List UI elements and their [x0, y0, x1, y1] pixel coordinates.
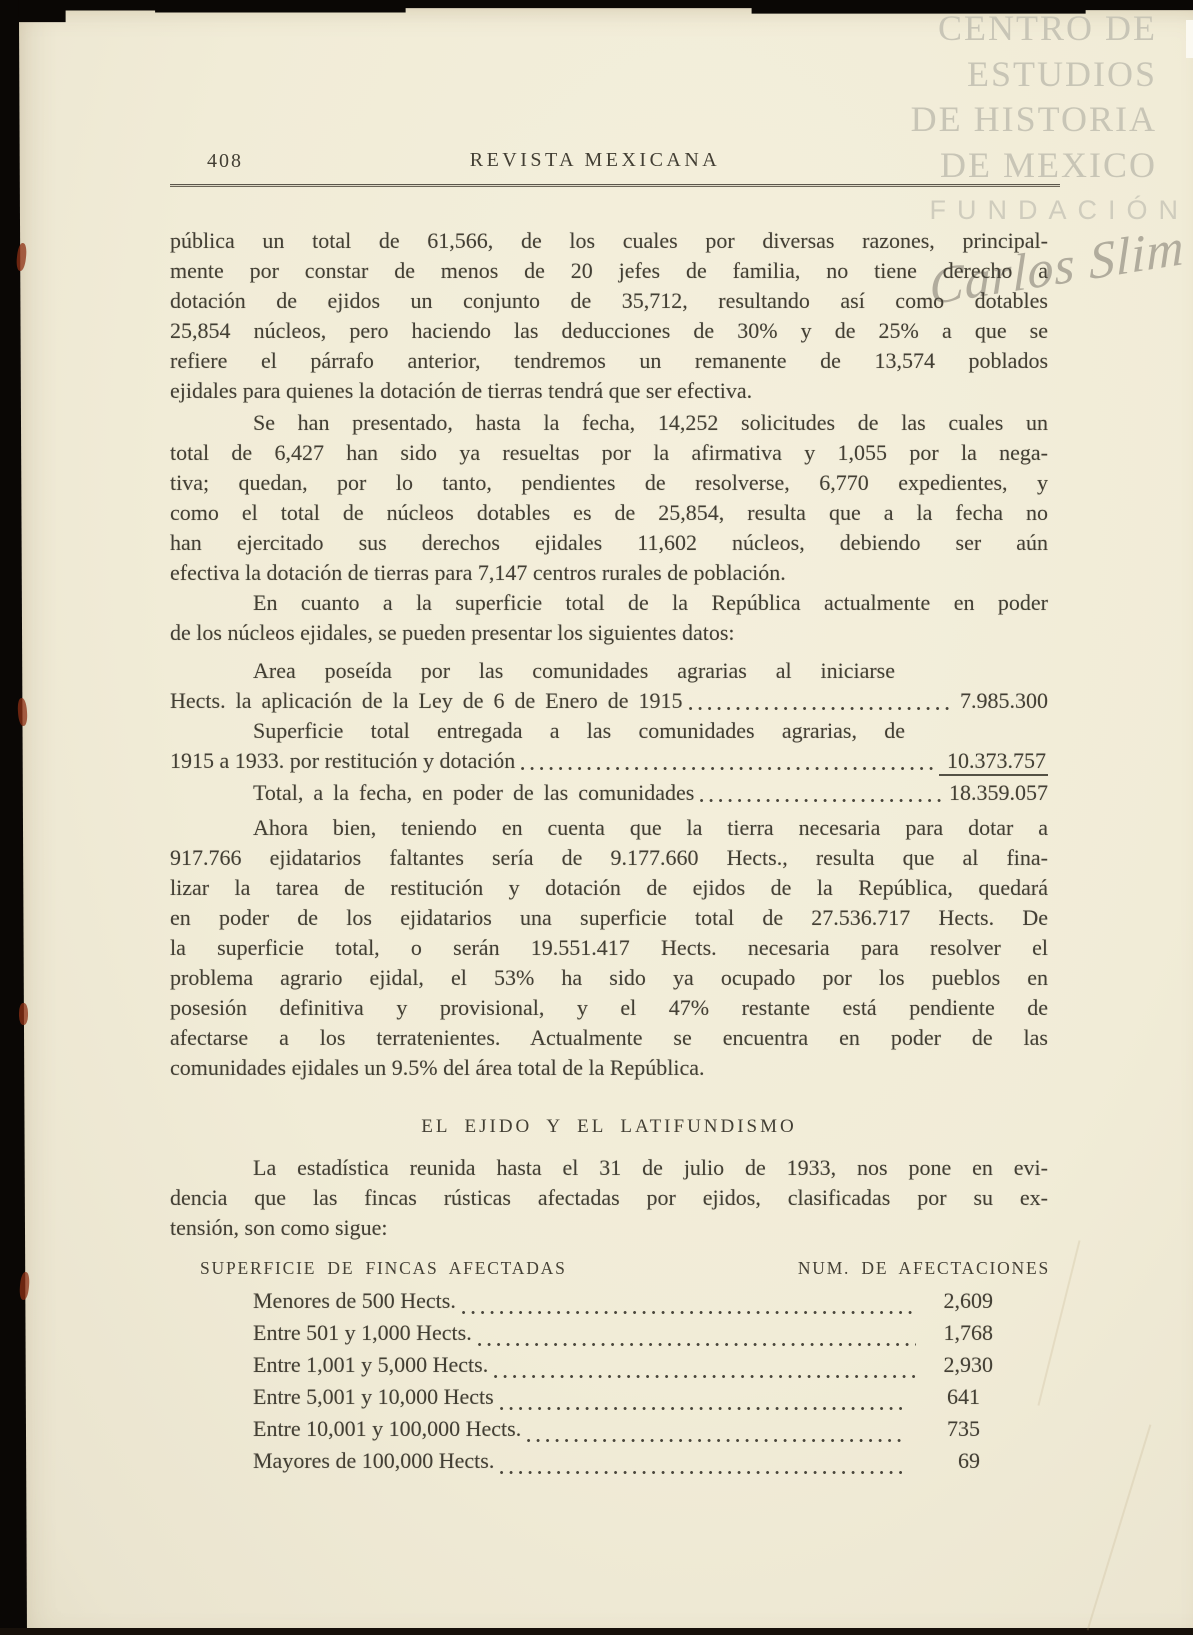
table-header — [170, 1258, 1050, 1279]
affectations-table — [170, 1288, 993, 1480]
text-line: En cuanto a la superficie total de la República actualmente en poder — [253, 590, 1048, 615]
text-line: dotación de ejidos un conjunto de 35,712, resultando así como dotables — [170, 288, 1048, 313]
paragraph-2 — [170, 408, 1048, 588]
journal-title: REVISTA MEXICANA — [469, 149, 721, 171]
total-line — [170, 778, 1048, 808]
row-value: 2,930 — [943, 1352, 993, 1377]
row-value: 735 — [947, 1416, 980, 1441]
dot-leader — [689, 707, 955, 710]
section-heading: EL EJIDO Y EL LATIFUNDISMO — [421, 1116, 797, 1137]
text-line: comunidades ejidales un 9.5% del área total de la República. — [170, 1055, 705, 1080]
table-row — [170, 1448, 993, 1480]
dot-leader — [494, 1375, 916, 1378]
page-number: 408 — [207, 150, 243, 172]
table-header-superficie: SUPERFICIE DE FINCAS AFECTADAS — [200, 1258, 567, 1278]
watermark-line: DE MEXICO — [940, 144, 1157, 185]
total-value: 7.985.300 — [960, 688, 1048, 713]
watermark-foundation: FUNDACIÓN — [929, 195, 1189, 225]
total-label: 1915 a 1933. por restitución y dotación — [170, 748, 516, 773]
text-line: Se han presentado, hasta la fecha, 14,252 solicitudes de las cuales un — [253, 410, 1048, 435]
text-line: 917.766 ejidatarios faltantes sería de 9.177.660 Hects., resulta que al fina- — [170, 845, 1048, 870]
text-line: de los núcleos ejidales, se pueden presentar los siguientes datos: — [170, 620, 735, 645]
handwritten-signature: Carlos Slim — [929, 218, 1185, 317]
text-line: mente por constar de menos de 20 jefes de familia, no tiene derecho a — [170, 258, 1048, 283]
text-line: 25,854 núcleos, pero haciendo las deducciones de 30% y de 25% a que se — [170, 318, 1048, 343]
paragraph-5 — [170, 1153, 1048, 1243]
watermark-line: DE HISTORIA — [910, 99, 1157, 139]
dot-leader — [700, 799, 944, 802]
table-row — [170, 1288, 993, 1320]
text-line: posesión definitiva y provisional, y el 47% restante está pendiente de — [170, 995, 1048, 1020]
table-row — [170, 1352, 993, 1384]
row-label: Entre 1,001 y 5,000 Hects. — [253, 1352, 489, 1377]
row-label: Menores de 500 Hects. — [253, 1288, 456, 1313]
text-line: dencia que las fincas rústicas afectadas por ejidos, clasificadas por su ex- — [170, 1185, 1048, 1210]
scan-sliver-top-right — [1186, 20, 1193, 58]
table-row — [170, 1384, 993, 1416]
row-label: Entre 501 y 1,000 Hects. — [253, 1320, 472, 1345]
table-header-afectaciones: NUM. DE AFECTACIONES — [797, 1258, 1050, 1278]
watermark-line: CENTRO DE — [938, 8, 1157, 48]
text-line: ejidales para quienes la dotación de tierras tendrá que ser efectiva. — [170, 378, 753, 403]
dot-leader — [500, 1407, 902, 1410]
paragraph-1 — [170, 226, 1048, 406]
row-label: Entre 10,001 y 100,000 Hects. — [253, 1416, 522, 1441]
scan-border-bottom — [0, 1628, 1193, 1635]
dot-leader — [462, 1311, 916, 1314]
row-value: 69 — [958, 1448, 980, 1473]
text-line: problema agrario ejidal, el 53% ha sido ya ocupado por los pueblos en — [170, 965, 1048, 990]
text-line: lizar la tarea de restitución y dotación de ejidos de la República, quedará — [170, 875, 1048, 900]
text-line: Ahora bien, teniendo en cuenta que la tierra necesaria para dotar a — [253, 815, 1048, 840]
text-line: pública un total de 61,566, de los cuales por diversas razones, principal- — [170, 228, 1048, 253]
row-label: Entre 5,001 y 10,000 Hects — [253, 1384, 494, 1409]
totals-total-fecha — [170, 778, 1048, 808]
row-value: 1,768 — [943, 1320, 993, 1345]
total-value: 18.359.057 — [949, 780, 1048, 805]
row-label: Mayores de 100,000 Hects. — [253, 1448, 495, 1473]
text-line: La estadística reunida hasta el 31 de julio de 1933, nos pone en evi- — [253, 1155, 1048, 1180]
text-line: tiva; quedan, por lo tanto, pendientes de resolverse, 6,770 expedientes, y — [170, 470, 1048, 495]
total-label: Total, a la fecha, en poder de las comunidades — [253, 780, 695, 805]
watermark-line: ESTUDIOS — [966, 53, 1157, 94]
dot-leader — [478, 1343, 916, 1346]
text-line: Area poseída por las comunidades agrarias al iniciarse — [253, 658, 895, 683]
paragraph-3 — [170, 588, 1048, 648]
dot-leader — [527, 1439, 902, 1442]
dot-leader — [521, 767, 934, 770]
row-value: 2,609 — [943, 1288, 993, 1313]
text-line: afectarse a los terratenientes. Actualmente se encuentra en poder de las — [170, 1025, 1048, 1050]
total-value-underlined: 10.373.757 — [939, 746, 1048, 776]
text-line: total de 6,427 han sido ya resueltas por la afirmativa y 1,055 por la nega- — [170, 440, 1048, 465]
text-line: en poder de los ejidatarios una superficie total de 27.536.717 Hects. De — [170, 905, 1048, 930]
text-line: la superficie total, o serán 19.551.417 Hects. necesaria para resolver el — [170, 935, 1048, 960]
text-line: han ejercitado sus derechos ejidales 11,602 núcleos, debiendo ser aún — [170, 530, 1048, 555]
totals-area-poseida — [170, 656, 1048, 716]
page-edge-mark — [19, 1003, 28, 1025]
row-value: 641 — [947, 1384, 980, 1409]
text-line: tensión, son como sigue: — [170, 1215, 388, 1240]
total-label: Hects. la aplicación de la Ley de 6 de Enero de 1915 — [170, 688, 683, 713]
total-line — [170, 686, 1048, 716]
table-row — [170, 1320, 993, 1352]
dot-leader — [500, 1471, 902, 1474]
total-line — [170, 746, 1048, 776]
table-row — [170, 1416, 993, 1448]
text-line: refiere el párrafo anterior, tendremos un remanente de 13,574 poblados — [170, 348, 1048, 373]
totals-superficie-entregada — [170, 716, 1048, 776]
header-rule — [170, 184, 1060, 187]
text-line: Superficie total entregada a las comunidades agrarias, de — [253, 718, 905, 743]
text-line: efectiva la dotación de tierras para 7,147 centros rurales de población. — [170, 560, 786, 585]
paragraph-4 — [170, 813, 1048, 1083]
text-line: como el total de núcleos dotables es de 25,854, resulta que a la fecha no — [170, 500, 1048, 525]
